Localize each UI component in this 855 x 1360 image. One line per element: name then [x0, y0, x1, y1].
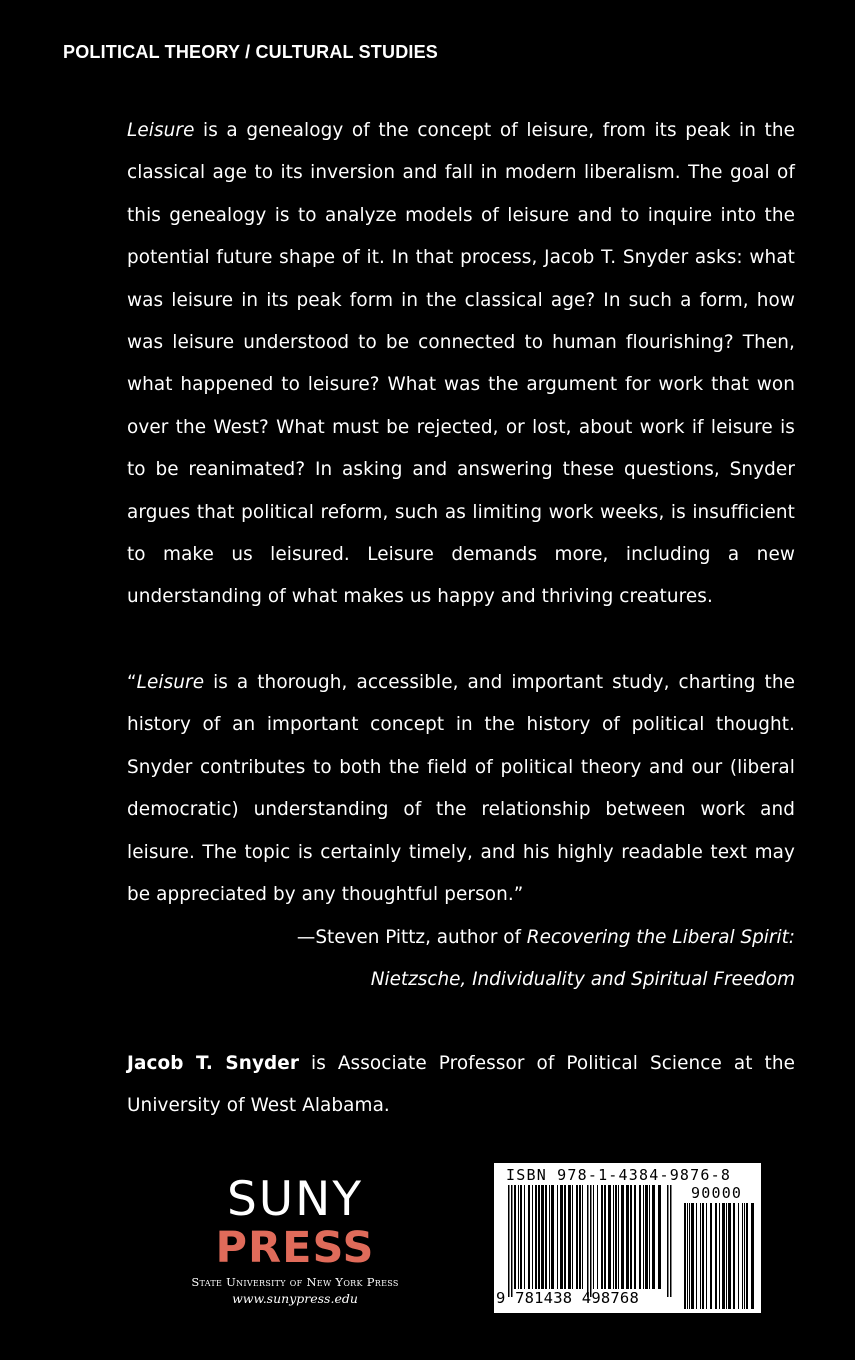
attribution-book-title-2: Nietzsche, Individuality and Spiritual Freedom [370, 969, 795, 991]
barcode-bar [572, 1185, 573, 1289]
barcode-bar [557, 1185, 558, 1289]
barcode-bar [541, 1185, 544, 1289]
blurb-title-word: Leisure [136, 672, 205, 693]
barcode-addon-bar [726, 1203, 727, 1309]
isbn-barcode [494, 1163, 761, 1313]
barcode-bar [551, 1185, 554, 1289]
barcode-addon-bar [744, 1203, 745, 1309]
barcode-guard-bar [670, 1185, 672, 1297]
barcode-addon-bar [702, 1203, 704, 1309]
logo-press: PRESS [215, 1223, 375, 1273]
logo-suny: SUNY [226, 1172, 364, 1227]
isbn-label: ISBN 978-1-4384-9876-8 [506, 1166, 732, 1184]
barcode-bar [630, 1185, 632, 1289]
barcode-bar [535, 1185, 537, 1289]
barcode-bar [579, 1185, 581, 1289]
barcode-bar [658, 1185, 661, 1289]
barcode-addon-bar [691, 1203, 694, 1309]
barcode-bar [520, 1185, 522, 1289]
description-title-word: Leisure [127, 120, 195, 141]
attribution-line-2 [127, 959, 795, 1001]
category-label: POLITICAL THEORY / CULTURAL STUDIES [63, 42, 439, 62]
review-blurb [127, 662, 795, 916]
barcode-bar [601, 1185, 603, 1289]
barcode-guard-bar [667, 1185, 669, 1297]
barcode-bar [621, 1185, 624, 1289]
barcode-bar [613, 1185, 614, 1289]
publisher-url: www.sunypress.edu [232, 1291, 358, 1306]
attribution-book-title-1: Recovering the Liberal Spirit: [526, 927, 795, 948]
description-text: is a genealogy of the concept of leisure, from its peak in the classical age to its inversion and fall in modern liberalism. The goal of this genealogy is to analyze models of leisure and to inquire into the potential future shape of it. In that process, Jacob T. Snyder asks: what was leisure in its peak form in the classical age? In such a form, how was leisure understood to be connected to human flourishing? Then, what happened to leisure? What was the argument for work that won over the West? What must be rejected, or lost, about work if leisure is to be reanimated? In asking and answering these questions, Snyder argues that political reform, such as limiting work weeks, is insufficient to make us leisured. Leisure demands more, including a new understanding of what makes us happy and thriving creatures. [127, 120, 795, 608]
blurb-attribution [127, 917, 795, 1002]
barcode-bar [514, 1185, 516, 1289]
barcode-bar [626, 1185, 629, 1289]
barcode-addon-bar [719, 1203, 720, 1309]
barcode-addon-bar [738, 1203, 739, 1309]
barcode-bar [649, 1185, 650, 1289]
barcode-addon-bar [715, 1203, 717, 1309]
barcode-bar [643, 1185, 644, 1289]
publisher-logo [150, 1172, 440, 1308]
barcode-bar [597, 1185, 598, 1289]
barcode-addon-bar [742, 1203, 743, 1309]
book-description [127, 110, 795, 619]
barcode-addon-bar [751, 1203, 754, 1309]
barcode-bar [545, 1185, 547, 1289]
barcode-bar [549, 1185, 550, 1289]
barcode-guard-bar [587, 1185, 589, 1297]
barcode-guard-bar [590, 1185, 592, 1297]
barcode-bar [576, 1185, 578, 1289]
barcode-bar [618, 1185, 619, 1289]
barcode-bar [615, 1185, 617, 1289]
barcode-ean-number: 9 781438 498768 [496, 1289, 639, 1307]
barcode-bar [560, 1185, 563, 1289]
barcode-addon-bar [710, 1203, 712, 1309]
author-name: Jacob T. Snyder [127, 1053, 300, 1074]
barcode-guard-bar [508, 1185, 510, 1297]
barcode-addon-bar [700, 1203, 701, 1309]
blurb-open-quote: “ [127, 672, 137, 693]
barcode-bar [582, 1185, 583, 1289]
barcode-bar [608, 1185, 611, 1289]
barcode-bar [568, 1185, 571, 1289]
blurb-text: is a thorough, accessible, and important study, charting the history of an important concept in the history of political thought. Snyder contributes to both the field of political theory and our (liberal democratic) understanding of the relationship between work and leisure. The topic is certainly timely, and his highly readable text may be appreciated by any thoughtful person.” [127, 672, 795, 906]
barcode-addon-bar [746, 1203, 748, 1309]
attribution-line-1 [127, 917, 795, 959]
barcode-addon-bar [689, 1203, 690, 1309]
barcode-guard-bar [511, 1185, 513, 1297]
author-bio [127, 1043, 795, 1128]
barcode-addon-bar [696, 1203, 697, 1309]
barcode-addon-bar [687, 1203, 688, 1309]
barcode-bar [593, 1185, 594, 1289]
barcode-bar [538, 1185, 540, 1289]
barcode-bar [524, 1185, 525, 1289]
barcode-bar [645, 1185, 648, 1289]
attribution-prefix: —Steven Pittz, author of [296, 927, 527, 948]
barcode-bar [528, 1185, 530, 1289]
barcode-bar [652, 1185, 655, 1289]
barcode-addon-bar [684, 1203, 686, 1309]
barcode-addon-bar [728, 1203, 731, 1309]
barcode-bar [532, 1185, 533, 1289]
author-bio-text: is Associate Professor of Political Science at the University of West Alabama. [127, 1053, 795, 1117]
barcode-addon-bar [722, 1203, 725, 1309]
barcode-bar [634, 1185, 636, 1289]
barcode-bar [639, 1185, 641, 1289]
barcode-bar [604, 1185, 606, 1289]
barcode-addon-bar [706, 1203, 707, 1309]
barcode-bar [564, 1185, 566, 1289]
barcode-bar [518, 1185, 519, 1289]
barcode-addon-number: 90000 [691, 1184, 743, 1202]
barcode-addon-bar [733, 1203, 735, 1309]
publisher-name: State University of New York Press [191, 1275, 399, 1289]
